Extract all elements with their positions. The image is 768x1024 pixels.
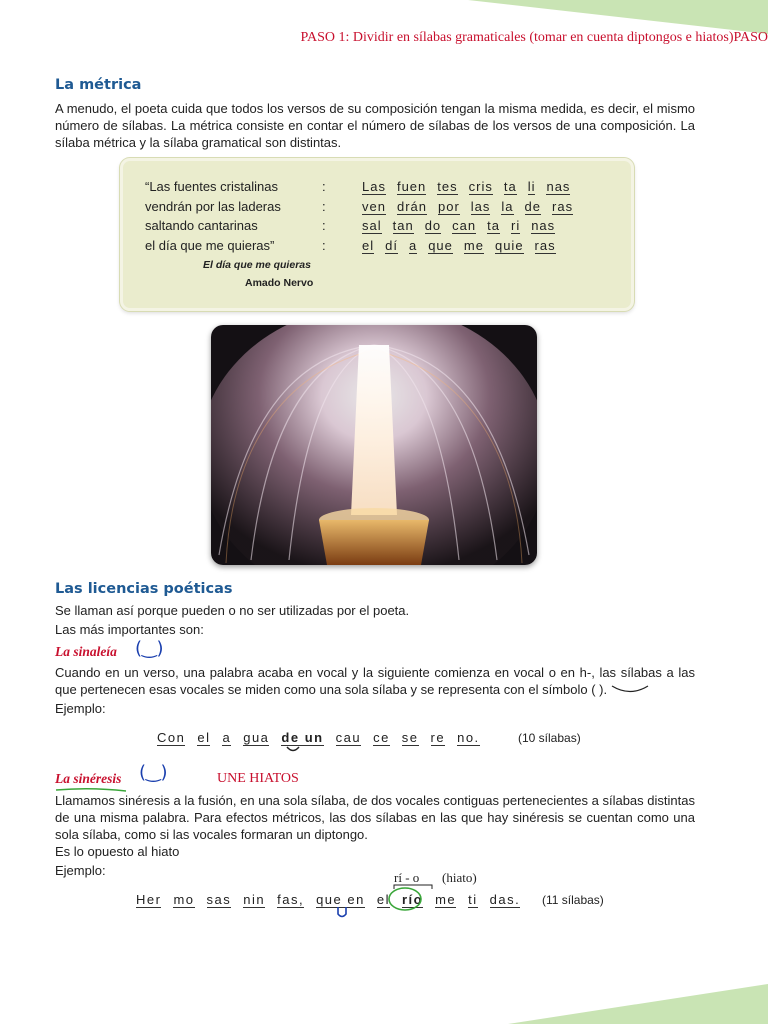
syllable: no. bbox=[457, 730, 480, 745]
header-line: PASO 1: Dividir en sílabas gramaticales (tomar en cuenta diptongos e hiatos)PASO bbox=[300, 30, 768, 45]
syllable: ce bbox=[373, 730, 390, 745]
syllable: cau bbox=[335, 730, 362, 745]
syllable: a bbox=[408, 238, 418, 253]
syllable-group bbox=[362, 179, 581, 195]
sinalefa-handwritten-symbol: (‿) bbox=[135, 638, 164, 659]
syllable: el bbox=[362, 238, 375, 253]
poem-box bbox=[120, 158, 634, 311]
sinalefa-count: (10 sílabas) bbox=[518, 731, 581, 745]
section-title-metrica: La métrica bbox=[55, 77, 142, 93]
section-title-licencias: Las licencias poéticas bbox=[55, 581, 233, 597]
sinalefa-symbol-arc bbox=[610, 683, 650, 695]
syllable: can bbox=[452, 218, 477, 233]
syllable: de bbox=[524, 199, 542, 214]
syllable: ras bbox=[552, 199, 574, 214]
syllable: el bbox=[376, 892, 390, 907]
syllable-group bbox=[362, 238, 567, 254]
poem-verse: vendrán por las laderas bbox=[145, 199, 281, 214]
licencias-line: Se llaman así porque pueden o no ser utilizadas por el poeta. bbox=[55, 603, 410, 618]
sineresis-title: La sinéresis bbox=[55, 771, 122, 786]
syllable: me bbox=[463, 238, 484, 253]
syllable: dí bbox=[385, 238, 398, 253]
syllable: nas bbox=[546, 179, 571, 194]
sinalefa-link-arc bbox=[286, 746, 300, 754]
poem-colon: : bbox=[322, 199, 326, 214]
syllable: sas bbox=[206, 892, 232, 907]
syllable: tan bbox=[392, 218, 414, 233]
blue-link-mark bbox=[336, 906, 348, 920]
syllable: gua bbox=[243, 730, 270, 745]
poem-verse: saltando cantarinas bbox=[145, 218, 258, 233]
syllable: do bbox=[424, 218, 442, 233]
sinalefa-title: La sinaleía bbox=[55, 644, 117, 659]
syllable: Her bbox=[136, 892, 162, 907]
sinalefa-example-label: Ejemplo: bbox=[55, 701, 106, 716]
syllable: mo bbox=[173, 892, 195, 907]
syllable: tes bbox=[437, 179, 458, 194]
sineresis-example bbox=[136, 892, 532, 908]
poem-author: Amado Nervo bbox=[245, 277, 314, 289]
syllable: ta bbox=[487, 218, 500, 233]
sinalefa-description: Cuando en un verso, una palabra acaba en vocal y la siguiente comienza en vocal o en h-, las sílabas a las que pertenecen esas vocales se miden como una sola sílaba y se representa con el símbolo ( ). bbox=[55, 665, 695, 697]
syllable: drán bbox=[396, 199, 427, 214]
corner-decoration-bottom bbox=[508, 984, 768, 1024]
syllable: cris bbox=[468, 179, 493, 194]
syllable: por bbox=[438, 199, 460, 214]
syllable: ta bbox=[503, 179, 517, 194]
syllable: me bbox=[435, 892, 457, 907]
hiato-split-annotation: rí - o bbox=[394, 870, 420, 885]
syllable: Con bbox=[157, 730, 186, 745]
sineresis-count: (11 sílabas) bbox=[542, 893, 604, 907]
poem-title: El día que me quieras bbox=[203, 259, 311, 271]
syllable: fas, bbox=[277, 892, 305, 907]
syllable: las bbox=[470, 199, 491, 214]
syllable: la bbox=[501, 199, 514, 214]
poem-colon: : bbox=[322, 179, 326, 194]
sineresis-example-label: Ejemplo: bbox=[55, 863, 106, 878]
syllable-group bbox=[362, 199, 584, 215]
syllable: das. bbox=[489, 892, 521, 907]
poem-colon: : bbox=[322, 218, 326, 233]
syllable: sal bbox=[362, 218, 382, 233]
syllable: ras bbox=[534, 238, 556, 253]
licencias-line: Las más importantes son: bbox=[55, 622, 204, 637]
syllable: re bbox=[430, 730, 446, 745]
syllable: Las bbox=[362, 179, 386, 194]
syllable: el bbox=[197, 730, 211, 745]
syllable: nas bbox=[531, 218, 556, 233]
metrica-paragraph: A menudo, el poeta cuida que todos los versos de su composición tengan la misma medida, es decir, el mismo número de sílabas. La métrica consiste en contar el número de sílabas de los versos de una composición. La sílaba métrica y la sílaba gramatical son distintas. bbox=[55, 101, 695, 150]
poem-colon: : bbox=[322, 238, 326, 253]
syllable-group bbox=[362, 218, 566, 234]
syllable: li bbox=[527, 179, 536, 194]
syllable-sineresis: río bbox=[401, 892, 424, 907]
green-circle-mark bbox=[387, 886, 423, 912]
syllable: ven bbox=[362, 199, 386, 214]
syllable-sinalefa: de un bbox=[281, 730, 324, 745]
hiato-label: (hiato) bbox=[442, 870, 477, 885]
sineresis-handwritten-symbol: (‿) bbox=[139, 762, 168, 783]
syllable: se bbox=[401, 730, 419, 745]
syllable: que en bbox=[316, 892, 365, 907]
fountain-photo bbox=[211, 325, 537, 565]
sineresis-description: Llamamos sinéresis a la fusión, en una sola sílaba, de dos vocales contiguas pertenecientes a sílabas distintas de una misma palabra. Para efectos métricos, las dos sílabas en las que hay sinéresis se cuentan como una sola sílaba, como si las vocales formaran un diptongo. bbox=[55, 793, 695, 842]
syllable: a bbox=[222, 730, 232, 745]
sineresis-opposite: Es lo opuesto al hiato bbox=[55, 844, 180, 859]
syllable: quie bbox=[494, 238, 524, 253]
syllable: fuen bbox=[396, 179, 427, 194]
poem-verse: “Las fuentes cristalinas bbox=[145, 179, 278, 194]
syllable: nin bbox=[243, 892, 266, 907]
syllable: que bbox=[428, 238, 453, 253]
syllable: ti bbox=[468, 892, 478, 907]
syllable: ri bbox=[510, 218, 521, 233]
sinalefa-example bbox=[157, 730, 492, 746]
poem-verse: el día que me quieras” bbox=[145, 238, 275, 253]
sineresis-note: UNE HIATOS bbox=[217, 771, 299, 786]
